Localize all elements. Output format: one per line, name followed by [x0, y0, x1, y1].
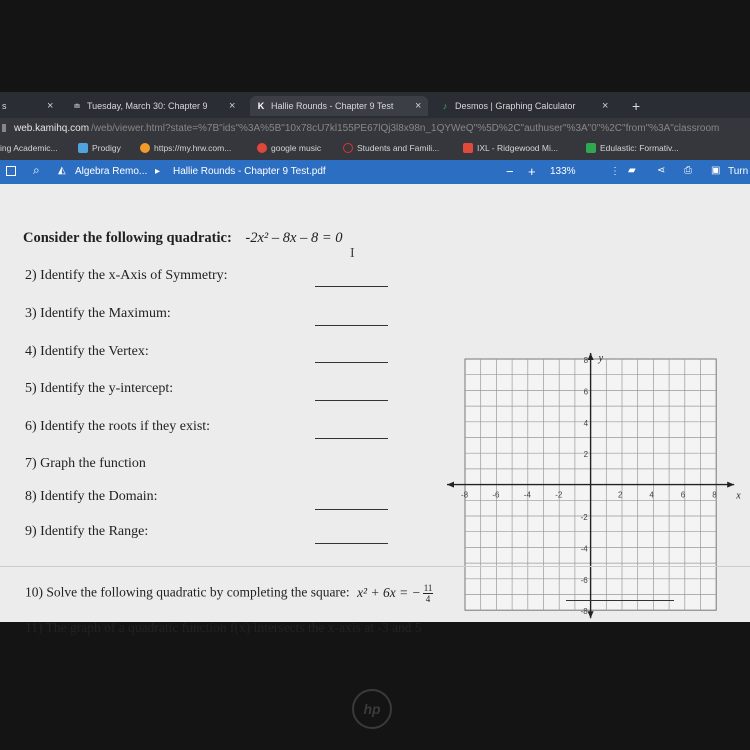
close-tab-icon[interactable]: × — [229, 100, 236, 112]
question-7: 7) Graph the function — [25, 456, 146, 471]
hp-logo: hp — [352, 689, 392, 729]
x-tick-label: -6 — [492, 490, 500, 500]
y-tick-label: -4 — [580, 544, 588, 554]
bookmark-academic[interactable] — [0, 143, 58, 153]
url-path: /web/viewer.html?state=%7B"ids"%3A%5B"10x78cU7kl155PE67lQj3l8x98n_1QYWeQ"%5D%2C"authuser"%3A"0"%2C"from"%3A"classroom — [91, 122, 720, 134]
x-tick-label: 2 — [618, 490, 623, 500]
drive-icon: ◭ — [58, 165, 66, 176]
tab-label: s — [2, 101, 7, 111]
question-10-equation: x² + 6x = − — [357, 584, 421, 600]
address-bar[interactable] — [0, 118, 750, 138]
x-tick-label: -4 — [523, 490, 531, 500]
pdf-page — [0, 184, 750, 635]
y-tick-label: -6 — [580, 575, 588, 585]
breadcrumb-separator: ▸ — [155, 166, 161, 177]
x-tick-label: -2 — [555, 490, 563, 500]
question-6: 6) Identify the roots if they exist: — [25, 419, 211, 434]
save-icon[interactable]: ▣ — [711, 165, 721, 176]
x-tick-label: 8 — [712, 490, 717, 500]
zoom-level[interactable]: 133% — [550, 166, 576, 177]
new-tab-button[interactable]: + — [632, 98, 641, 114]
bookmark-edulastic[interactable] — [586, 143, 679, 153]
bookmark-label: Prodigy — [92, 143, 121, 153]
question-2: 2) Identify the x-Axis of Symmetry: — [25, 268, 228, 283]
x-tick-label: -8 — [461, 490, 469, 500]
classroom-icon: ≐ — [73, 101, 81, 111]
answer-blank-3[interactable] — [315, 325, 388, 326]
answer-blank-9[interactable] — [315, 543, 388, 544]
y-axis-label: y — [598, 353, 604, 364]
bookmark-label: IXL - Ridgewood Mi... — [477, 143, 558, 153]
fraction-denominator: 4 — [425, 594, 431, 604]
music-icon — [257, 143, 267, 153]
question-header — [23, 230, 343, 247]
document-title: Hallie Rounds - Chapter 9 Test.pdf — [173, 166, 326, 177]
y-tick-label: 8 — [583, 356, 589, 365]
hrw-icon — [140, 143, 150, 153]
bookmarks-bar — [0, 138, 750, 160]
print-icon[interactable]: ⎙ — [684, 165, 692, 176]
tab-label: Hallie Rounds - Chapter 9 Test — [271, 101, 394, 111]
question-11: 11) The graph of a quadratic function f(x) intersects the x-axis at -3 and 5 — [25, 620, 422, 635]
edulastic-icon — [586, 143, 596, 153]
kami-icon: K — [257, 101, 265, 111]
lock-icon — [2, 124, 6, 132]
breadcrumb-folder[interactable]: Algebra Remo... — [75, 166, 148, 177]
tab-label: Tuesday, March 30: Chapter 9 — [87, 101, 208, 111]
ixl-icon — [463, 143, 473, 153]
answer-blank-6[interactable] — [315, 438, 388, 439]
question-10-text: 10) Solve the following quadratic by completing the square: — [25, 584, 350, 600]
question-3: 3) Identify the Maximum: — [25, 306, 171, 321]
close-tab-icon[interactable]: × — [602, 100, 609, 112]
fraction-numerator: 11 — [423, 583, 433, 593]
close-tab-icon[interactable]: × — [47, 100, 54, 112]
bookmark-label: ing Academic... — [0, 143, 58, 153]
answer-blank-4[interactable] — [315, 362, 388, 363]
y-axis-top-arrow — [588, 353, 594, 360]
x-axis-right-arrow — [727, 482, 734, 488]
bookmark-hrw[interactable] — [140, 143, 231, 153]
header-text: Consider the following quadratic: — [23, 230, 232, 246]
question-9: 9) Identify the Range: — [25, 524, 149, 539]
tab-partial[interactable] — [2, 96, 62, 116]
folder-icon[interactable]: ▰ — [628, 165, 636, 176]
x-tick-label: 6 — [680, 490, 686, 500]
bookmark-ixl[interactable] — [463, 143, 558, 153]
browser-window — [0, 92, 750, 635]
section-divider — [0, 566, 750, 567]
answer-blank-10[interactable] — [566, 600, 674, 601]
question-8: 8) Identify the Domain: — [25, 489, 158, 504]
zoom-out-button[interactable]: − — [506, 164, 514, 179]
x-axis-label: x — [736, 490, 741, 502]
tab-kami-test[interactable] — [250, 96, 428, 116]
more-icon[interactable]: ⋮ — [610, 166, 620, 177]
kami-toolbar — [0, 160, 750, 184]
prodigy-icon — [78, 143, 88, 153]
y-axis-bottom-arrow — [588, 611, 594, 618]
zoom-in-button[interactable]: + — [528, 164, 536, 179]
tab-bar — [0, 92, 750, 118]
y-tick-label: -8 — [580, 607, 588, 617]
y-tick-label: -2 — [580, 513, 588, 522]
close-tab-icon[interactable]: × — [415, 100, 422, 112]
bookmark-students-families[interactable] — [343, 143, 439, 153]
url-host: web.kamihq.com — [14, 122, 90, 134]
y-tick-label: 6 — [583, 387, 589, 397]
desmos-icon: ♪ — [442, 101, 448, 111]
tab-label: Desmos | Graphing Calculator — [455, 101, 576, 111]
bookmark-google-music[interactable] — [257, 143, 321, 153]
tab-tuesday-chapter9[interactable] — [72, 96, 242, 116]
y-tick-label: 4 — [583, 418, 589, 428]
text-cursor-icon: I — [350, 246, 355, 261]
share-icon[interactable]: ⋖ — [657, 165, 666, 176]
x-tick-label: 4 — [649, 490, 654, 500]
turn-in-button[interactable]: Turn — [728, 166, 749, 177]
x-axis-left-arrow — [447, 482, 454, 488]
bookmark-label: Edulastic: Formativ... — [600, 143, 679, 153]
question-10 — [25, 583, 433, 604]
bookmark-label: https://my.hrw.com... — [154, 143, 232, 153]
question-4: 4) Identify the Vertex: — [25, 344, 149, 359]
answer-blank-2[interactable] — [315, 286, 388, 287]
answer-blank-8[interactable] — [315, 509, 388, 510]
answer-blank-5[interactable] — [315, 400, 388, 401]
coordinate-grid[interactable] — [440, 354, 740, 624]
fraction — [423, 583, 434, 604]
bookmark-label: google music — [271, 143, 322, 153]
tab-desmos[interactable] — [440, 96, 620, 116]
y-tick-label: 2 — [583, 450, 589, 460]
question-5: 5) Identify the y-intercept: — [25, 381, 174, 396]
circle-icon — [343, 143, 353, 153]
bookmark-prodigy[interactable] — [78, 143, 121, 153]
bookmark-label: Students and Famili... — [357, 143, 440, 153]
quadratic-equation: -2x² – 8x – 8 = 0 — [245, 230, 343, 246]
sidebar-toggle-icon[interactable] — [6, 166, 16, 176]
search-icon[interactable]: ⌕ — [33, 163, 40, 177]
